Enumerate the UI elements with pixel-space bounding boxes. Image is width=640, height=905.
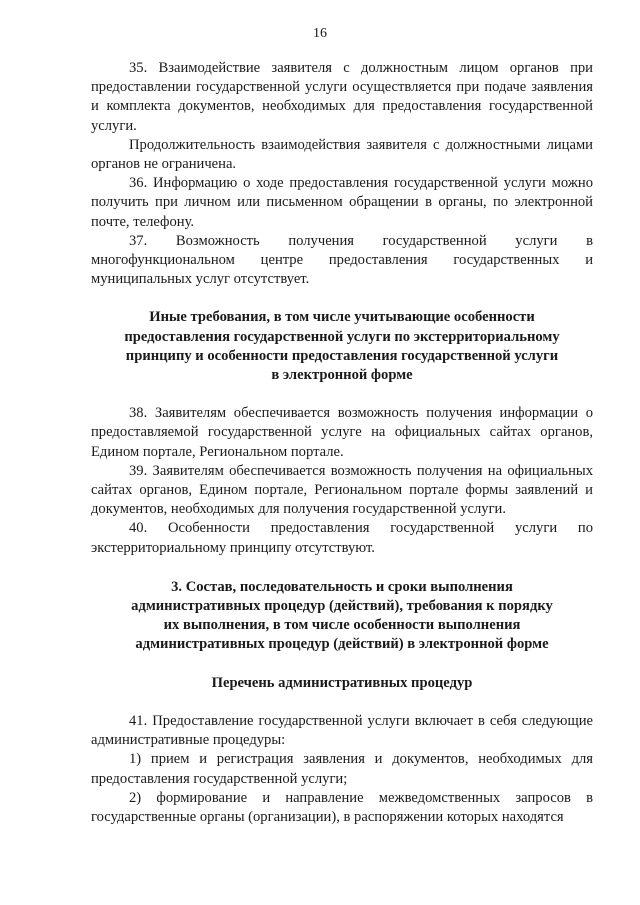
paragraph-40: 40. Особенности предоставления государственной услуги по экстерриториальному принципу отсутствуют. — [91, 520, 593, 556]
heading-line: в электронной форме — [271, 367, 413, 384]
heading-line: административных процедур (действий) в электронной форме — [135, 636, 549, 653]
list-item-2: 2) формирование и направление межведомственных запросов в государственные органы (организации), в распоряжении которых находятся — [91, 789, 593, 825]
paragraph-35: 35. Взаимодействие заявителя с должностным лицом органов при предоставлении государственной услуги осуществляется при подаче заявления и комплекта документов, необходимых для предоставления государственной услуги. — [91, 60, 593, 134]
paragraph-41: 41. Предоставление государственной услуги включает в себя следующие административные процедуры: — [91, 712, 593, 749]
subsection-heading-procedures: Перечень административных процедур — [211, 674, 473, 691]
heading-line: принципу и особенности предоставления государственной услуги — [125, 347, 559, 364]
paragraph-37: 37. Возможность получения государственной услуги в многофункциональном центре предоставления государственных и муниципальных услуг отсутствует. — [91, 232, 593, 288]
page-number: 16 — [313, 26, 327, 41]
section-heading-3 — [91, 578, 593, 655]
paragraph-duration: Продолжительность взаимодействия заявителя с должностными лицами органов не ограничена. — [91, 136, 593, 173]
heading-line: их выполнения, в том числе особенности выполнения — [163, 617, 521, 634]
paragraph-39: 39. Заявителям обеспечивается возможность получения на официальных сайтах органов, Едином портале, Региональном портале формы заявлений и документов, необходимых для получения государственной услуги. — [91, 462, 593, 518]
paragraph-38: 38. Заявителям обеспечивается возможность получения информации о предоставляемой государственной услуге на официальных сайтах органов, Едином портале, Региональном портале. — [91, 405, 593, 460]
heading-line: 3. Состав, последовательность и сроки выполнения — [171, 578, 513, 595]
section-heading-other-requirements — [91, 308, 593, 385]
heading-line: предоставления государственной услуги по экстерриториальному — [124, 328, 560, 345]
heading-line: Иные требования, в том числе учитывающие особенности — [149, 309, 535, 326]
heading-line: административных процедур (действий), требования к порядку — [131, 598, 553, 615]
document-body — [91, 59, 593, 827]
list-item-1: 1) прием и регистрация заявления и документов, необходимых для предоставления государственной услуги; — [91, 751, 593, 787]
paragraph-36: 36. Информацию о ходе предоставления государственной услуги можно получить при личном или письменном обращении в органы, по электронной почте, телефону. — [91, 175, 593, 230]
